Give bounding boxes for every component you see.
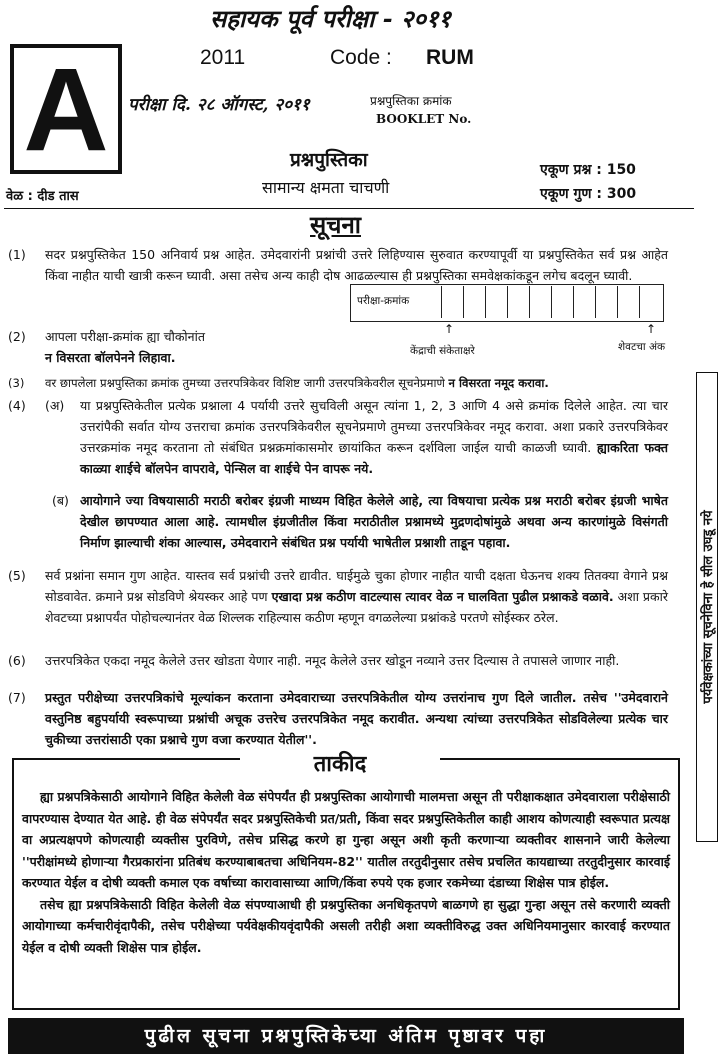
instruction-number: (3) bbox=[8, 376, 25, 390]
instruction-5 bbox=[0, 565, 690, 651]
centre-code-arrow: ↑ bbox=[444, 322, 455, 336]
roll-number-box bbox=[350, 284, 664, 322]
instruction-4b bbox=[0, 490, 690, 566]
instruction-number: (4) bbox=[8, 398, 26, 413]
notice-title: सूचना bbox=[310, 211, 361, 239]
instruction-text: सदर प्रश्नपुस्तिकेत 150 अनिवार्य प्रश्न आहेत. उमेदवारांनी प्रश्नांची उत्तरे लिहिण्यास सुरुवात करण्यापूर्वी या प्रश्नपुस्तिकेत सर्व प्रश्न आहेत किंवा नाहीत याची खात्री करून घ्यावी. असा तसेच अन्य काही दोष आढळल्यास ही प्रश्नपुस्तिका समवेक्षकांकडून लगेच बदलून घ्यावी. bbox=[45, 247, 668, 283]
seal-notice-band bbox=[696, 372, 718, 842]
instruction-2 bbox=[0, 326, 360, 370]
instruction-text-bold: आयोगाने ज्या विषयासाठी मराठी बरोबर इंग्रजी माध्यम विहित केलेले आहे, त्या विषयाचा प्रत्येक प्रश्न मराठी बरोबर इंग्रजी भाषेत देखील छापण्यात आला आहे. त्यामधील इंग्रजीतील किंवा मराठीतील प्रश्नामध्ये मुद्रणदोषांमुळे अथवा अन्य कारणांमुळे विसंगती निर्माण झाल्याची शंका आल्यास, उमेदवाराने संबंधित प्रश्न पर्यायी भाषेतील प्रश्नाशी ताडून पहावा. bbox=[80, 493, 668, 550]
roll-number-label: परीक्षा-क्रमांक bbox=[357, 295, 410, 307]
instruction-4a bbox=[0, 395, 690, 487]
instruction-text-bold: न विसरता बॉलपेनने लिहावा. bbox=[45, 350, 176, 365]
instruction-text-bold: प्रस्तुत परीक्षेच्या उत्तरपत्रिकांचे मूल्यांकन करताना उमेदवाराच्या उत्तरपत्रिकेतील योग्य उत्तरांनाच गुण दिले जातील. तसेच ''उमेदवाराने वस्तुनिष्ठ बहुपर्यायी स्वरूपाच्या प्रश्नांची अचूक उत्तरेच उत्तरपत्रिकेत नमूद करावीत. अन्यथा त्यांच्या उत्तरपत्रिकेत सोडविलेल्या प्रत्येक चार चुकीच्या उत्तरांसाठी एका प्रश्नाचे गुण वजा करण्यात येतील''. bbox=[45, 690, 668, 747]
instruction-text: वर छापलेला प्रश्नपुस्तिका क्रमांक तुमच्या उत्तरपत्रिकेवर विशिष्ट जागी उत्तरपत्रिकेवरील सूचनेप्रमाणे bbox=[45, 376, 445, 390]
instruction-number: (2) bbox=[8, 329, 26, 344]
handwritten-exam-date: परीक्षा दि. २८ ऑगस्ट, २०११ bbox=[128, 95, 310, 115]
instruction-number: (6) bbox=[8, 653, 26, 668]
last-digit-arrow: ↑ bbox=[646, 322, 657, 336]
instruction-text-bold: एखादा प्रश्न कठीण वाटल्यास त्यावर वेळ न घालविता पुढील प्रश्नाकडे वळावे. bbox=[271, 589, 614, 604]
warning-title: ताकीद bbox=[240, 748, 440, 778]
seal-notice-text: पर्यवेक्षकांच्या सूचनेविना हे सील उघडू नये bbox=[701, 510, 716, 704]
last-digit-label: शेवटचा अंक bbox=[618, 341, 666, 353]
code-label: Code : bbox=[330, 46, 392, 69]
booklet-number-label-marathi: प्रश्नपुस्तिका क्रमांक bbox=[370, 94, 452, 108]
instruction-number: (1) bbox=[8, 247, 26, 262]
handwritten-title: सहायक पूर्व परीक्षा - २०११ bbox=[210, 4, 451, 33]
year: 2011 bbox=[200, 46, 246, 69]
paper-subtitle: सामान्य क्षमता चाचणी bbox=[262, 178, 390, 197]
instruction-text: उत्तरपत्रिकेत एकदा नमूद केलेले उत्तर खोडता येणार नाही. नमूद केलेले उत्तर खोडून नव्याने उत्तर दिल्यास ते तपासले जाणार नाही. bbox=[45, 653, 620, 668]
roll-number-cells[interactable] bbox=[441, 286, 661, 318]
warning-body bbox=[22, 786, 670, 958]
sub-item-label: (ब) bbox=[52, 493, 69, 508]
instruction-text-bold: न विसरता नमूद करावा. bbox=[448, 376, 549, 390]
booklet-title: प्रश्नपुस्तिका bbox=[290, 149, 368, 171]
sub-item-label: (अ) bbox=[45, 398, 65, 413]
booklet-number-label-english: BOOKLET No. bbox=[376, 112, 472, 126]
instruction-text: आपला परीक्षा-क्रमांक ह्या चौकोनांत bbox=[45, 329, 205, 344]
instruction-text-bold: ह्याकरिता फक्त काळ्या शाईचे बॉलपेन वापरावे, पेन्सिल वा शाईचे पेन वापरू नये. bbox=[80, 440, 669, 476]
code-value: RUM bbox=[426, 46, 474, 69]
instruction-number: (5) bbox=[8, 568, 26, 583]
instruction-text: या प्रश्नपुस्तिकेतील प्रत्येक प्रश्नाला 4 पर्यायी उत्तरे सुचविली असून त्यांना 1, 2, 3 आणि 4 असे क्रमांक दिलेले आहेत. त्या चार उत्तरांपैकी सर्वात योग्य उत्तराचा क्रमांक उत्तरपत्रिकेवरील सूचनेप्रमाणे तुमच्या उत्तरपत्रिकेवर नमूद करावा. अशा प्रकारे उत्तरपत्रिकेवर उत्तरक्रमांक नमूद करताना तो संबंधित प्रश्नक्रमांकासमोर छायांकित करून दर्शविला जाईल याची काळजी घ्यावी. bbox=[80, 398, 668, 455]
instruction-3 bbox=[0, 373, 700, 395]
instruction-7 bbox=[0, 687, 690, 751]
footer-banner: पुढील सूचना प्रश्नपुस्तिकेच्या अंतिम पृष्ठावर पहा bbox=[8, 1018, 684, 1054]
total-questions: एकूण प्रश्न : 150 bbox=[540, 162, 636, 178]
instruction-number: (7) bbox=[8, 690, 26, 705]
instruction-text: सर्व प्रश्नांना समान गुण आहेत. यास्तव सर्व प्रश्नांची उत्तरे द्यावीत. घाईमुळे चुका होणार नाहीत याची दक्षता घेऊनच शक्य तितक्या वेगाने प्रश्न सोडवावेत. क्रमाने प्रश्न सोडविणे श्रेयस्कर आहे पण bbox=[45, 568, 668, 604]
centre-code-label: केंद्राची संकेताक्षरे bbox=[410, 345, 475, 357]
total-marks: एकूण गुण : 300 bbox=[540, 186, 637, 202]
duration: वेळ : दीड तास bbox=[6, 189, 79, 204]
instruction-text-after: अशा प्रकारे शेवटच्या प्रश्नापर्यंत पोहोचल्यानंतर वेळ शिल्लक राहिल्यास कठीण म्हणून वगळलेल्या प्रश्नांकडे परतणे सोईस्कर ठरेल. bbox=[45, 589, 668, 625]
booklet-series-letter: A bbox=[10, 44, 122, 174]
warning-paragraph-1: ह्या प्रश्नपत्रिकेसाठी आयोगाने विहित केलेली वेळ संपेपर्यंत ही प्रश्नपुस्तिका आयोगाची मालमत्ता असून ती परीक्षाकक्षात उमेदवाराला परीक्षेसाठी वापरण्यास देण्यात येत आहे. ही वेळ संपेपर्यंत सदर प्रश्नपुस्तिकेची प्रत/प्रती, किंवा सदर प्रश्नपुस्तिकेतील काही आशय कोणत्याही स्वरूपात प्रत्यक्ष वा अप्रत्यक्षपणे कोणत्याही व्यक्तीस पुरविणे, तसेच प्रसिद्ध करणे हा गुन्हा असून अशी कृती करणाऱ्या व्यक्तीवर शासनाने जारी केलेल्या ''परीक्षांमध्ये होणाऱ्या गैरप्रकारांना प्रतिबंध करण्याबाबतचा अधिनियम-82'' यातील तरतुदीनुसार तसेच प्रचलित कायद्याच्या तरतुदीनुसार कारवाई करण्यात येईल व दोषी व्यक्ती कमाल एक वर्षाच्या कारावासाच्या आणि/किंवा रुपये एक हजार रकमेच्या दंडाच्या शिक्षेस पात्र होईल. bbox=[22, 789, 670, 890]
warning-paragraph-2: तसेच ह्या प्रश्नपत्रिकेसाठी विहित केलेली वेळ संपण्याआधी ही प्रश्नपुस्तिका अनधिकृतपणे बाळगणे हा सुद्धा गुन्हा असून तसे करणारी व्यक्ती आयोगाच्या कर्मचारीवृंदापैकी, तसेच परीक्षेच्या पर्यवेक्षकीयवृंदापैकी असली तरीही अशा व्यक्तीविरुद्ध उक्त अधिनियमानुसार कारवाई करण्यात येईल व दोषी व्यक्ती शिक्षेस पात्र होईल. bbox=[22, 896, 670, 955]
